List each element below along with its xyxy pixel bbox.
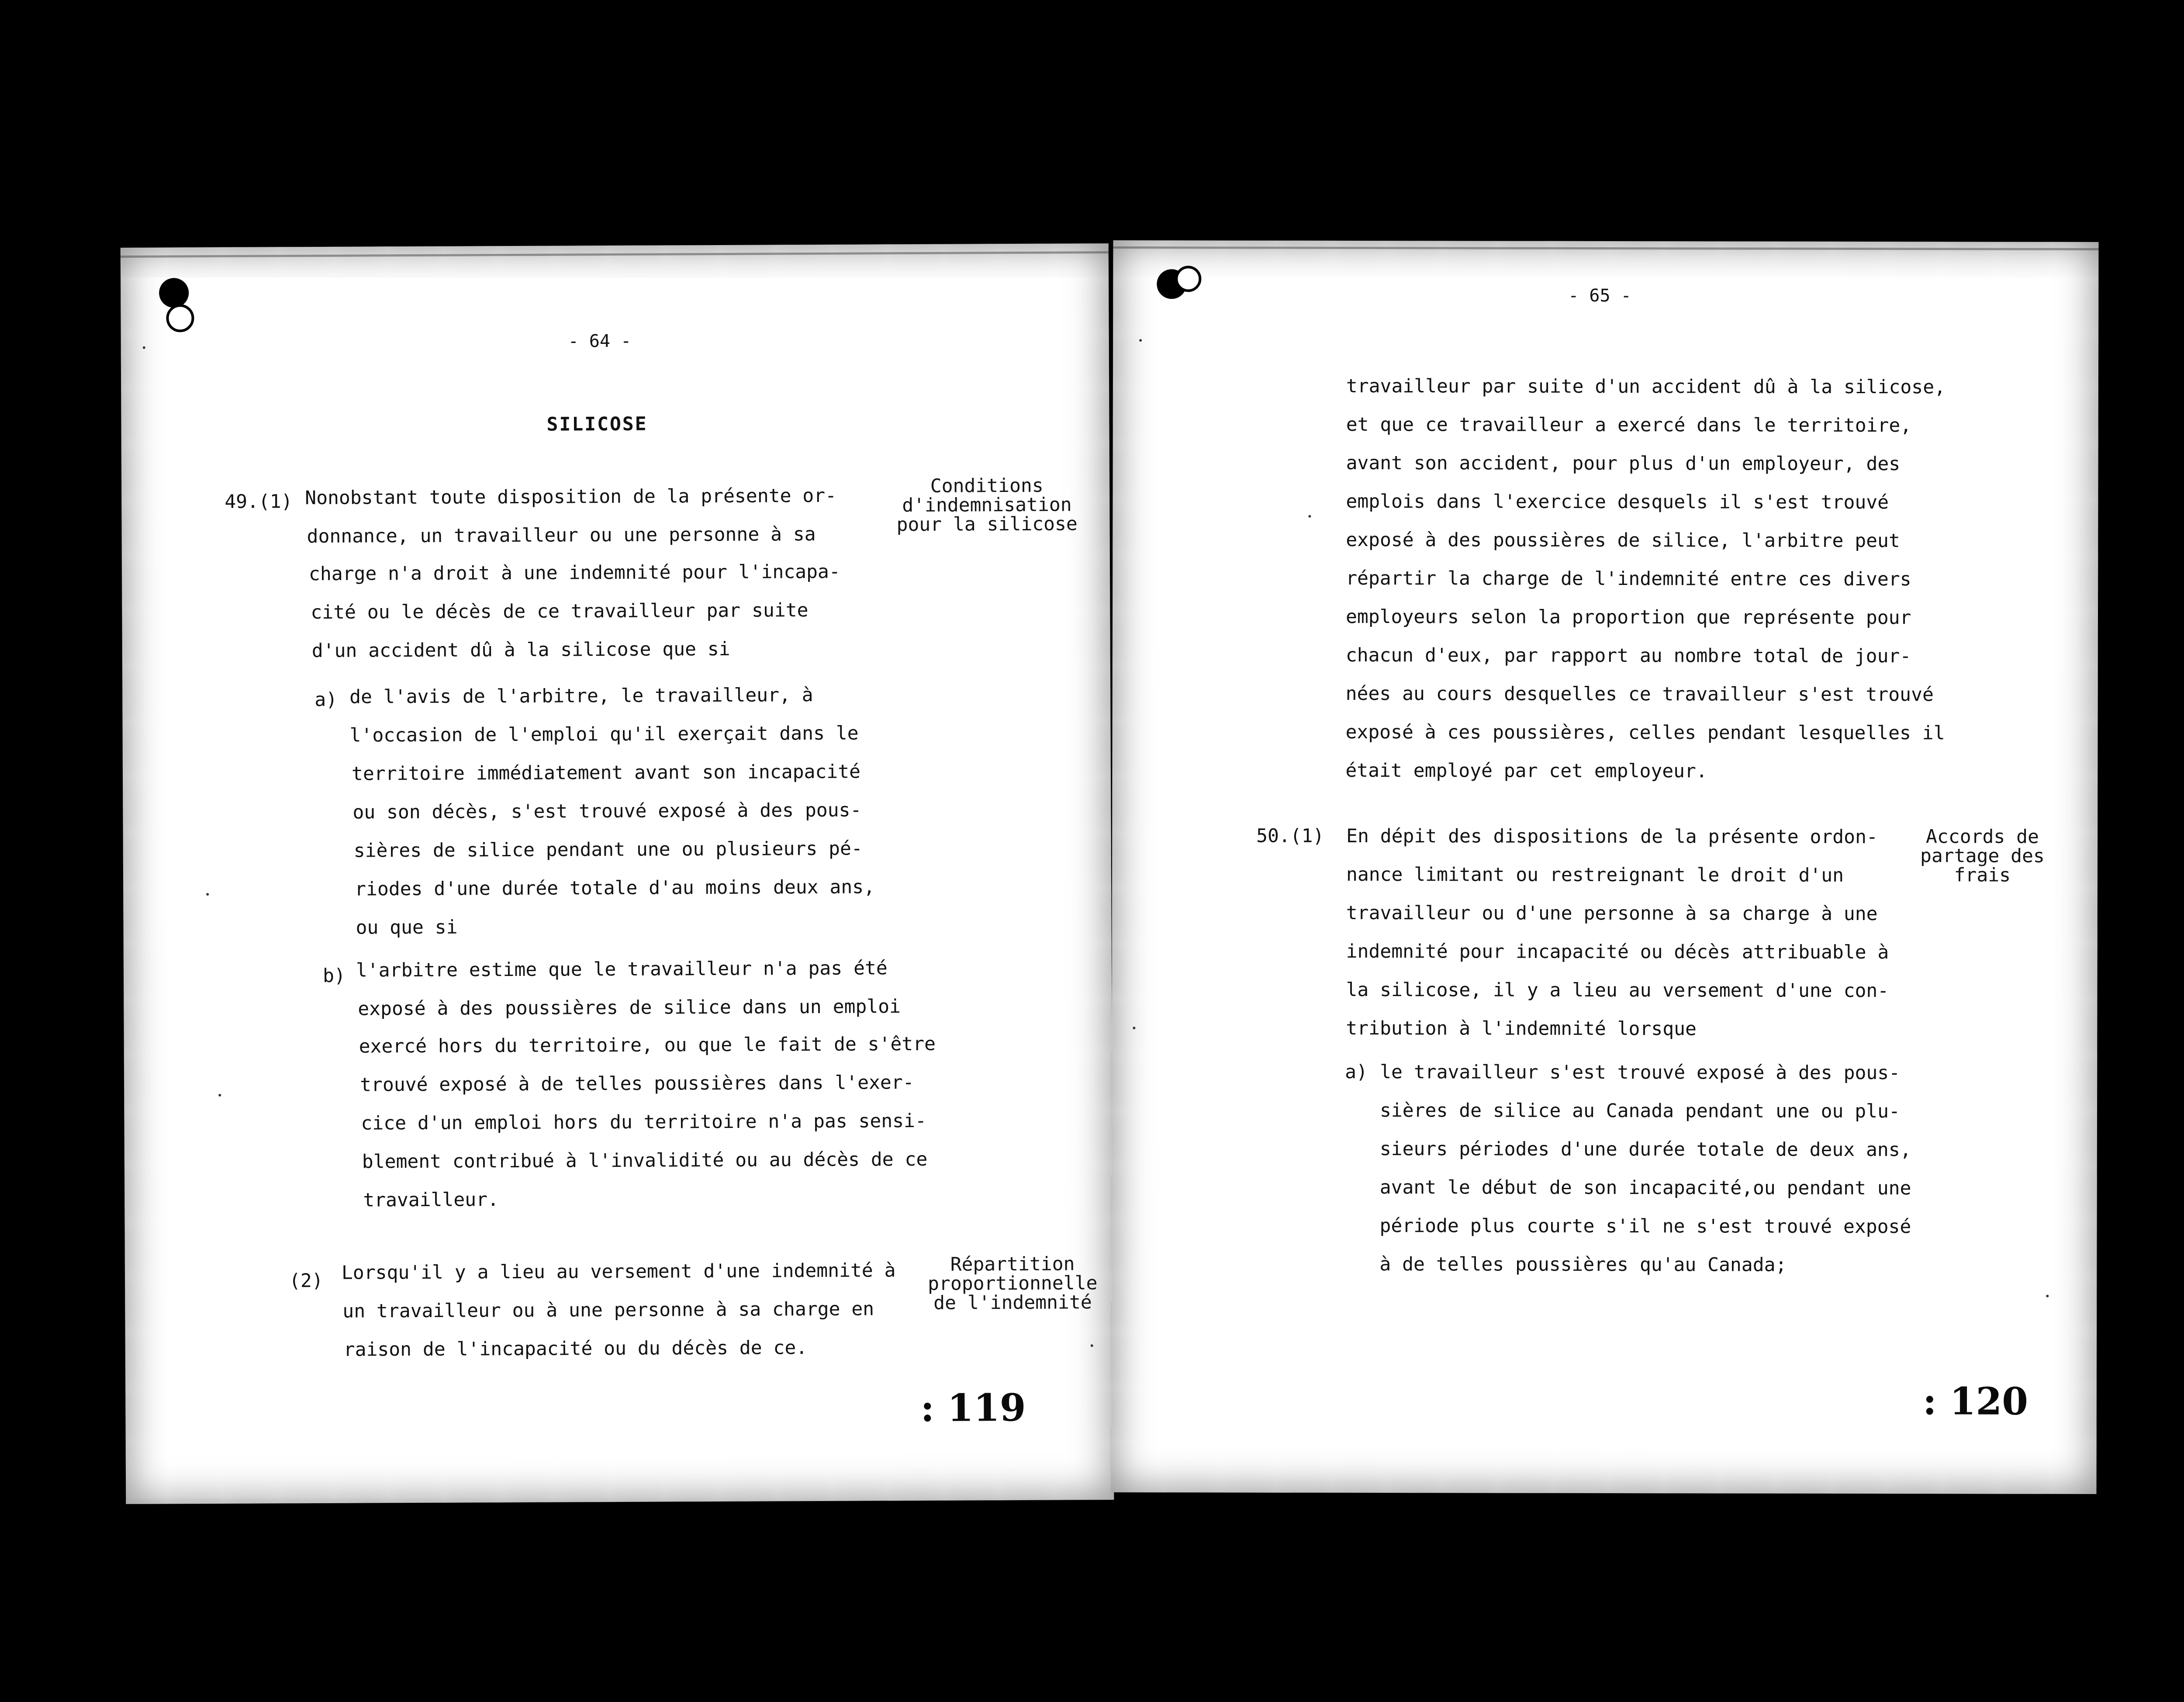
- text-line: sieurs périodes d'une durée totale de deux ans,: [1379, 1138, 1911, 1161]
- margin-note-line: proportionnelle: [927, 1272, 1098, 1295]
- text-line: sières de silice pendant une ou plusieurs pé-: [353, 837, 863, 862]
- margin-note: [1920, 827, 2045, 885]
- speck: [1139, 339, 1142, 342]
- margin-note-line: frais: [1954, 864, 2011, 886]
- text-line: avant le début de son incapacité,ou pendant une: [1379, 1176, 1911, 1200]
- speck: [1091, 1344, 1093, 1347]
- text-line: travailleur par suite d'un accident dû à la silicose,: [1346, 375, 1946, 398]
- folio-number: : 119: [920, 1385, 1026, 1430]
- folio-number: : 120: [1922, 1379, 2028, 1424]
- text-line: cité ou le décès de ce travailleur par suite: [311, 599, 809, 624]
- page-edge: [1113, 246, 2098, 250]
- text-line: Nonobstant toute disposition de la présente or-: [305, 484, 837, 509]
- text-line: le travailleur s'est trouvé exposé à des pous-: [1380, 1061, 1901, 1084]
- text-line: ou son décès, s'est trouvé exposé à des pous-: [352, 799, 862, 823]
- punch-hole: [159, 278, 189, 308]
- speck: [1133, 1027, 1135, 1029]
- page-64: [121, 243, 1114, 1504]
- speck: [2046, 1295, 2049, 1297]
- text-line: et que ce travailleur a exercé dans le territoire,: [1346, 413, 1912, 437]
- section-number: (2): [289, 1270, 323, 1292]
- margin-note-line: Conditions: [930, 474, 1044, 497]
- text-line: à de telles poussières qu'au Canada;: [1379, 1253, 1787, 1276]
- page-65: [1111, 240, 2099, 1494]
- text-line: riodes d'une durée totale d'au moins deux ans,: [355, 876, 875, 900]
- text-line: l'occasion de l'emploi qu'il exerçait dans le: [349, 722, 859, 747]
- text-line: tribution à l'indemnité lorsque: [1346, 1017, 1697, 1040]
- punch-hole-ring: [1175, 266, 1201, 292]
- text-line: nance limitant ou restreignant le droit d'un: [1346, 863, 1844, 886]
- text-line: exposé à des poussières de silice dans un emploi: [358, 996, 901, 1020]
- text-line: d'un accident dû à la silicose que si: [311, 638, 730, 662]
- text-line: raison de l'incapacité ou du décès de ce.: [343, 1337, 808, 1361]
- text-line: nées au cours desquelles ce travailleur s'est trouvé: [1345, 682, 1934, 706]
- speck: [143, 346, 145, 349]
- text-line: la silicose, il y a lieu au versement d'une con-: [1346, 979, 1889, 1002]
- text-line: exposé à ces poussières, celles pendant lesquelles il: [1345, 721, 1945, 744]
- item-label: b): [322, 965, 346, 987]
- text-line: ou que si: [356, 916, 458, 939]
- text-line: emplois dans l'exercice desquels il s'est trouvé: [1346, 490, 1889, 514]
- text-line: travailleur.: [363, 1189, 499, 1211]
- section-number: 50.(1): [1256, 825, 1324, 847]
- page-number: - 64 -: [568, 331, 632, 352]
- text-line: charge n'a droit à une indemnité pour l'incapa-: [308, 560, 840, 585]
- text-line: de l'avis de l'arbitre, le travailleur, à: [349, 684, 813, 708]
- margin-note-line: Accords de: [1926, 826, 2039, 848]
- speck: [218, 1094, 221, 1097]
- text-line: En dépit des dispositions de la présente ordon-: [1346, 825, 1878, 848]
- text-line: blement contribué à l'invalidité ou au décès de ce: [362, 1148, 928, 1173]
- margin-note: [928, 1254, 1098, 1313]
- page-number: - 65 -: [1568, 285, 1631, 306]
- text-line: travailleur ou d'une personne à sa charge à une: [1346, 902, 1878, 925]
- text-line: chacun d'eux, par rapport au nombre total de jour-: [1345, 644, 1911, 668]
- text-line: cice d'un emploi hors du territoire n'a pas sensi-: [361, 1110, 927, 1135]
- speck: [1308, 515, 1311, 518]
- section-title: SILICOSE: [546, 413, 648, 436]
- text-line: sières de silice au Canada pendant une ou plu-: [1379, 1100, 1900, 1123]
- text-line: exposé à des poussières de silice, l'arbitre peut: [1346, 529, 1900, 552]
- punch-hole-ring: [166, 304, 194, 332]
- text-line: donnance, un travailleur ou une personne à sa: [307, 523, 816, 548]
- item-label: a): [314, 688, 338, 711]
- text-line: répartir la charge de l'indemnité entre ces divers: [1346, 567, 1911, 591]
- margin-note-line: Répartition: [950, 1253, 1075, 1276]
- speck: [206, 893, 209, 896]
- text-line: Lorsqu'il y a lieu au versement d'une indemnité à: [341, 1259, 896, 1284]
- margin-note-line: partage des: [1920, 845, 2045, 867]
- text-line: période plus courte s'il ne s'est trouvé exposé: [1379, 1215, 1911, 1238]
- margin-note-line: d'indemnisation: [902, 494, 1072, 517]
- text-line: territoire immédiatement avant son incapacité: [351, 761, 861, 785]
- text-line: trouvé exposé à de telles poussières dans l'exer-: [359, 1072, 914, 1096]
- text-line: employeurs selon la proportion que représente pour: [1345, 605, 1911, 629]
- section-number: 49.(1): [225, 491, 293, 513]
- text-line: l'arbitre estime que le travailleur n'a pas été: [356, 957, 888, 982]
- text-line: exercé hors du territoire, ou que le fait de s'être: [359, 1033, 936, 1058]
- margin-note-line: de l'indemnité: [933, 1291, 1092, 1314]
- text-line: était employé par cet employeur.: [1345, 759, 1707, 782]
- text-line: un travailleur ou à une personne à sa charge en: [342, 1298, 874, 1322]
- text-line: indemnité pour incapacité ou décès attribuable à: [1346, 940, 1889, 964]
- margin-note-line: pour la silicose: [896, 513, 1078, 536]
- page-edge: [121, 251, 1109, 258]
- item-label: a): [1345, 1061, 1368, 1083]
- margin-note: [896, 476, 1078, 534]
- text-line: avant son accident, pour plus d'un employeur, des: [1346, 452, 1901, 475]
